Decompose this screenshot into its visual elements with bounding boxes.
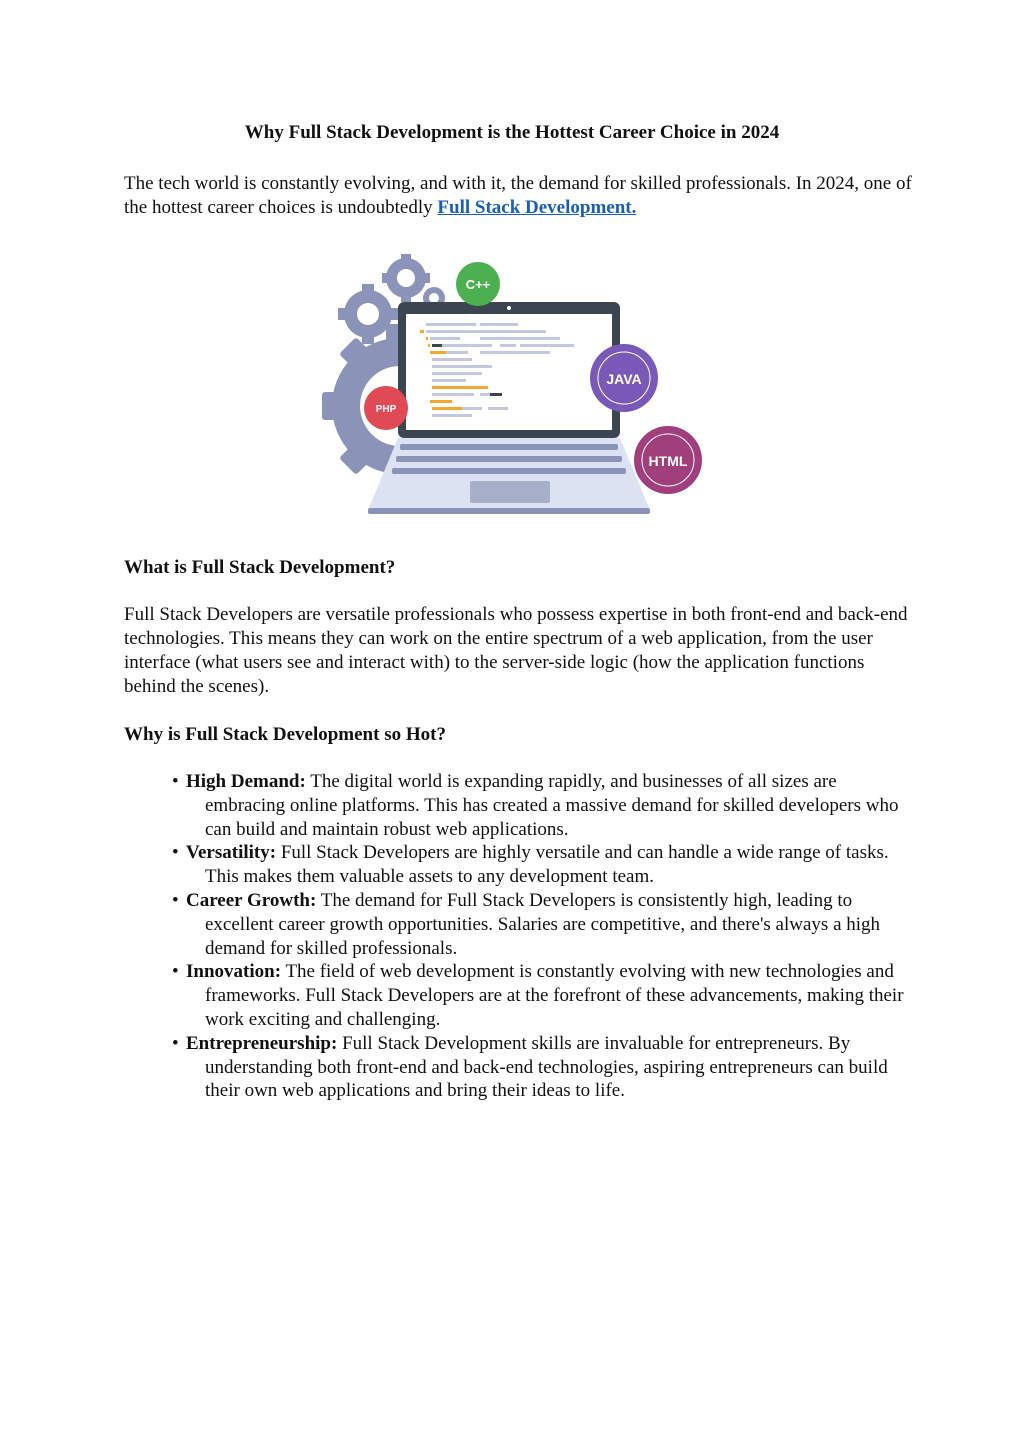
laptop-icon	[368, 302, 650, 514]
list-item	[172, 960, 917, 1031]
section2-heading: Why is Full Stack Development so Hot?	[124, 724, 446, 745]
bullet-text: The demand for Full Stack Developers is consistently high, leading to excellent career growth opportunities. Salaries are competitive, and there's always a high demand for skilled professionals.	[205, 889, 881, 959]
section1-body: Full Stack Developers are versatile professionals who possess expertise in both front-end and back-end technologies. This means they can work on the entire spectrum of a web application, from the user interface (what users see and interact with) to the server-side logic (how the application functions behind the scenes).	[124, 604, 908, 697]
bullet-text: Full Stack Developers are highly versatile and can handle a wide range of tasks. This makes them valuable assets to any development team.	[205, 842, 889, 888]
bullet-term: High Demand:	[186, 771, 306, 792]
html-badge-label: HTML	[648, 453, 688, 469]
list-item	[172, 841, 917, 889]
cpp-badge	[456, 262, 500, 306]
reasons-list	[172, 770, 917, 1103]
bullet-text: The digital world is expanding rapidly, and businesses of all sizes are embracing online platforms. This has created a massive demand for skilled developers who can build and maintain robust web applications.	[205, 771, 899, 840]
section1-heading: What is Full Stack Development?	[124, 557, 396, 578]
list-item	[172, 889, 917, 960]
small-gear-icon	[382, 254, 445, 309]
php-badge-label: PHP	[375, 404, 397, 415]
list-item	[172, 1032, 917, 1103]
list-item	[172, 770, 917, 841]
bullet-icon: •	[172, 771, 179, 792]
bullet-icon: •	[172, 1032, 179, 1054]
php-badge	[364, 386, 408, 430]
bullet-term: Entrepreneurship:	[186, 1032, 338, 1054]
java-badge-label: JAVA	[606, 371, 642, 387]
intro-paragraph	[124, 172, 914, 220]
bullet-term: Innovation:	[186, 961, 282, 983]
full-stack-illustration	[320, 246, 710, 528]
bullet-icon: •	[172, 842, 179, 864]
page-title: Why Full Stack Development is the Hottest Career Choice in 2024	[244, 122, 780, 143]
java-badge	[590, 344, 658, 412]
full-stack-link[interactable]: Full Stack Development.	[437, 197, 637, 218]
html-badge	[634, 426, 702, 494]
bullet-icon: •	[172, 961, 179, 983]
intro-text: The tech world is constantly evolving, and with it, the demand for skilled professionals. In 2024, one of the hottest career choices is undoubtedly	[124, 173, 912, 218]
bullet-text: The field of web development is constantly evolving with new technologies and frameworks. Full Stack Developers are at the forefront of these advancements, making their work exciting and challenging.	[205, 961, 904, 1030]
bullet-icon: •	[172, 889, 179, 911]
bullet-text: Full Stack Development skills are invaluable for entrepreneurs. By understanding both front-end and back-end technologies, aspiring entrepreneurs can build their own web applications and bring their ideas to life.	[205, 1032, 888, 1102]
bullet-term: Versatility:	[186, 842, 277, 864]
cpp-badge-label: C++	[465, 277, 491, 292]
bullet-term: Career Growth:	[186, 889, 317, 911]
